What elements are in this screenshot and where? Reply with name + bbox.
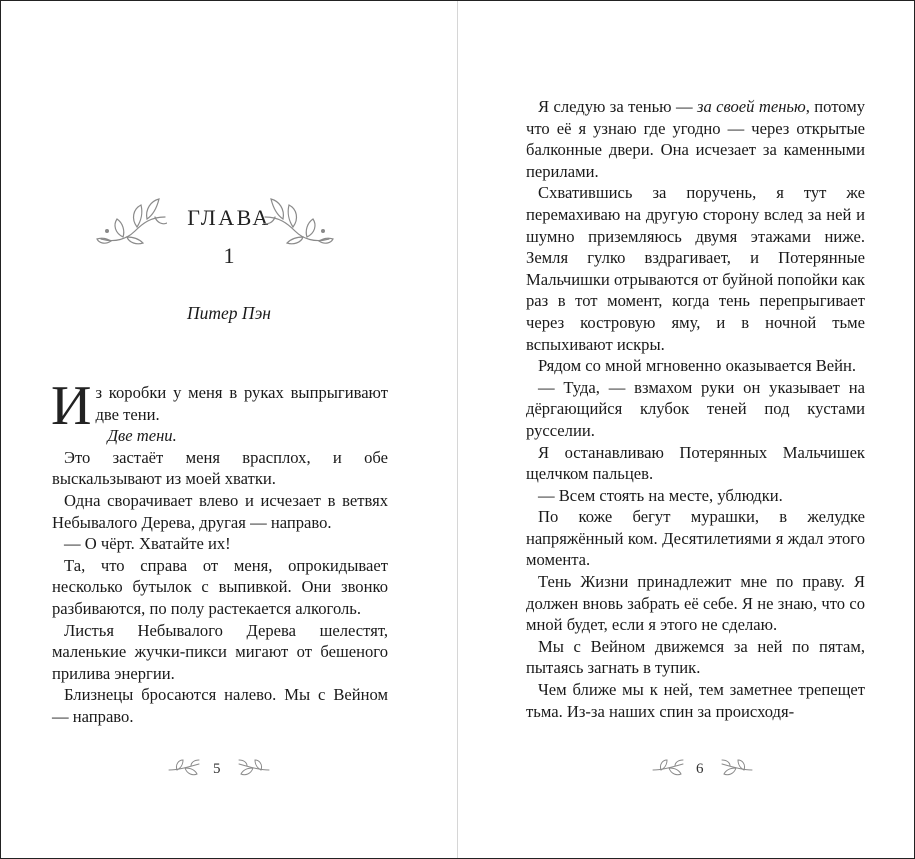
chapter-label: ГЛАВА (187, 205, 271, 230)
paragraph: — Всем стоять на месте, ублюдки. (538, 485, 783, 505)
paragraph: Одна сворачивает влево и исчезает в ветвях Небывалого Дерева, другая — направо. (52, 490, 388, 532)
paragraph: Две тени. (107, 426, 177, 446)
right-footer (458, 758, 914, 786)
drop-cap: И (51, 375, 92, 437)
left-footer (1, 758, 457, 786)
page-number: 6 (696, 761, 704, 777)
paragraph: Рядом со мной мгновенно оказывается Вейн. (538, 356, 857, 376)
sprig-icon (167, 758, 201, 778)
flourish-icon (263, 193, 335, 247)
paragraph: Тень Жизни принадлежит мне по праву. Я должен вновь забрать её себе. Я не знаю, что со мной будет, если я этого не сделаю. (526, 572, 865, 635)
chapter-number: 1 (223, 243, 235, 268)
chapter-heading (1, 191, 457, 271)
paragraph: Мы с Вейном движемся за ней по пятам, пытаясь загнать в тупик. (526, 636, 865, 678)
chapter-title: Питер Пэн (187, 303, 271, 323)
paragraph: Схватившись за поручень, я тут же перемахиваю на другую сторону вслед за ней и шумно приземляюсь двумя этажами ниже. Земля гулко вздрагивает, и Потерянные Мальчишки отрываются от буйной попойки как раз в тот момент, когда тень перепрыгивает через костровую яму, и в ночной тьме вспыхивают искры. (526, 183, 865, 354)
sprig-icon (651, 758, 685, 778)
paragraph: Та, что справа от меня, опрокидывает несколько бутылок с выпивкой. Они звонко разбиваются, по полу растекается алкоголь. (52, 555, 388, 618)
right-body-text (526, 96, 865, 722)
paragraph: Чем ближе мы к ней, тем заметнее трепещет тьма. Из-за наших спин за происходя- (526, 680, 865, 721)
paragraph: Я останавливаю Потерянных Мальчишек щелчком пальцев. (526, 442, 865, 484)
paragraph: Близнецы бросаются налево. Мы с Вейном — направо. (52, 685, 388, 726)
paragraph: — Туда, — взмахом руки он указывает на дёргающийся клубок теней под кустами русселии. (526, 377, 865, 440)
left-body-text (51, 375, 388, 728)
paragraph: Я следую за тенью — за своей тенью, потому что её я узнаю где угодно — через открытые балконные двери. Она исчезает за каменными перилами. (526, 97, 866, 181)
page-number: 5 (213, 761, 221, 777)
paragraph: — О чёрт. Хватайте их! (64, 534, 231, 554)
left-page (1, 1, 457, 858)
sprig-icon (720, 758, 754, 778)
sprig-icon (237, 758, 271, 778)
paragraph: Это застаёт меня врасплох, и обе выскальзывают из моей хватки. (52, 447, 388, 489)
opening-paragraph: Из коробки у меня в руках выпрыгивают две тени. (51, 375, 388, 437)
paragraph: Листья Небывалого Дерева шелестят, маленькие жучки-пикси мигают от бешеного прилива энергии. (52, 620, 388, 683)
right-page (458, 1, 914, 858)
paragraph: По коже бегут мурашки, в желудке напряжённый ком. Десятилетиями я ждал этого момента. (526, 507, 865, 570)
